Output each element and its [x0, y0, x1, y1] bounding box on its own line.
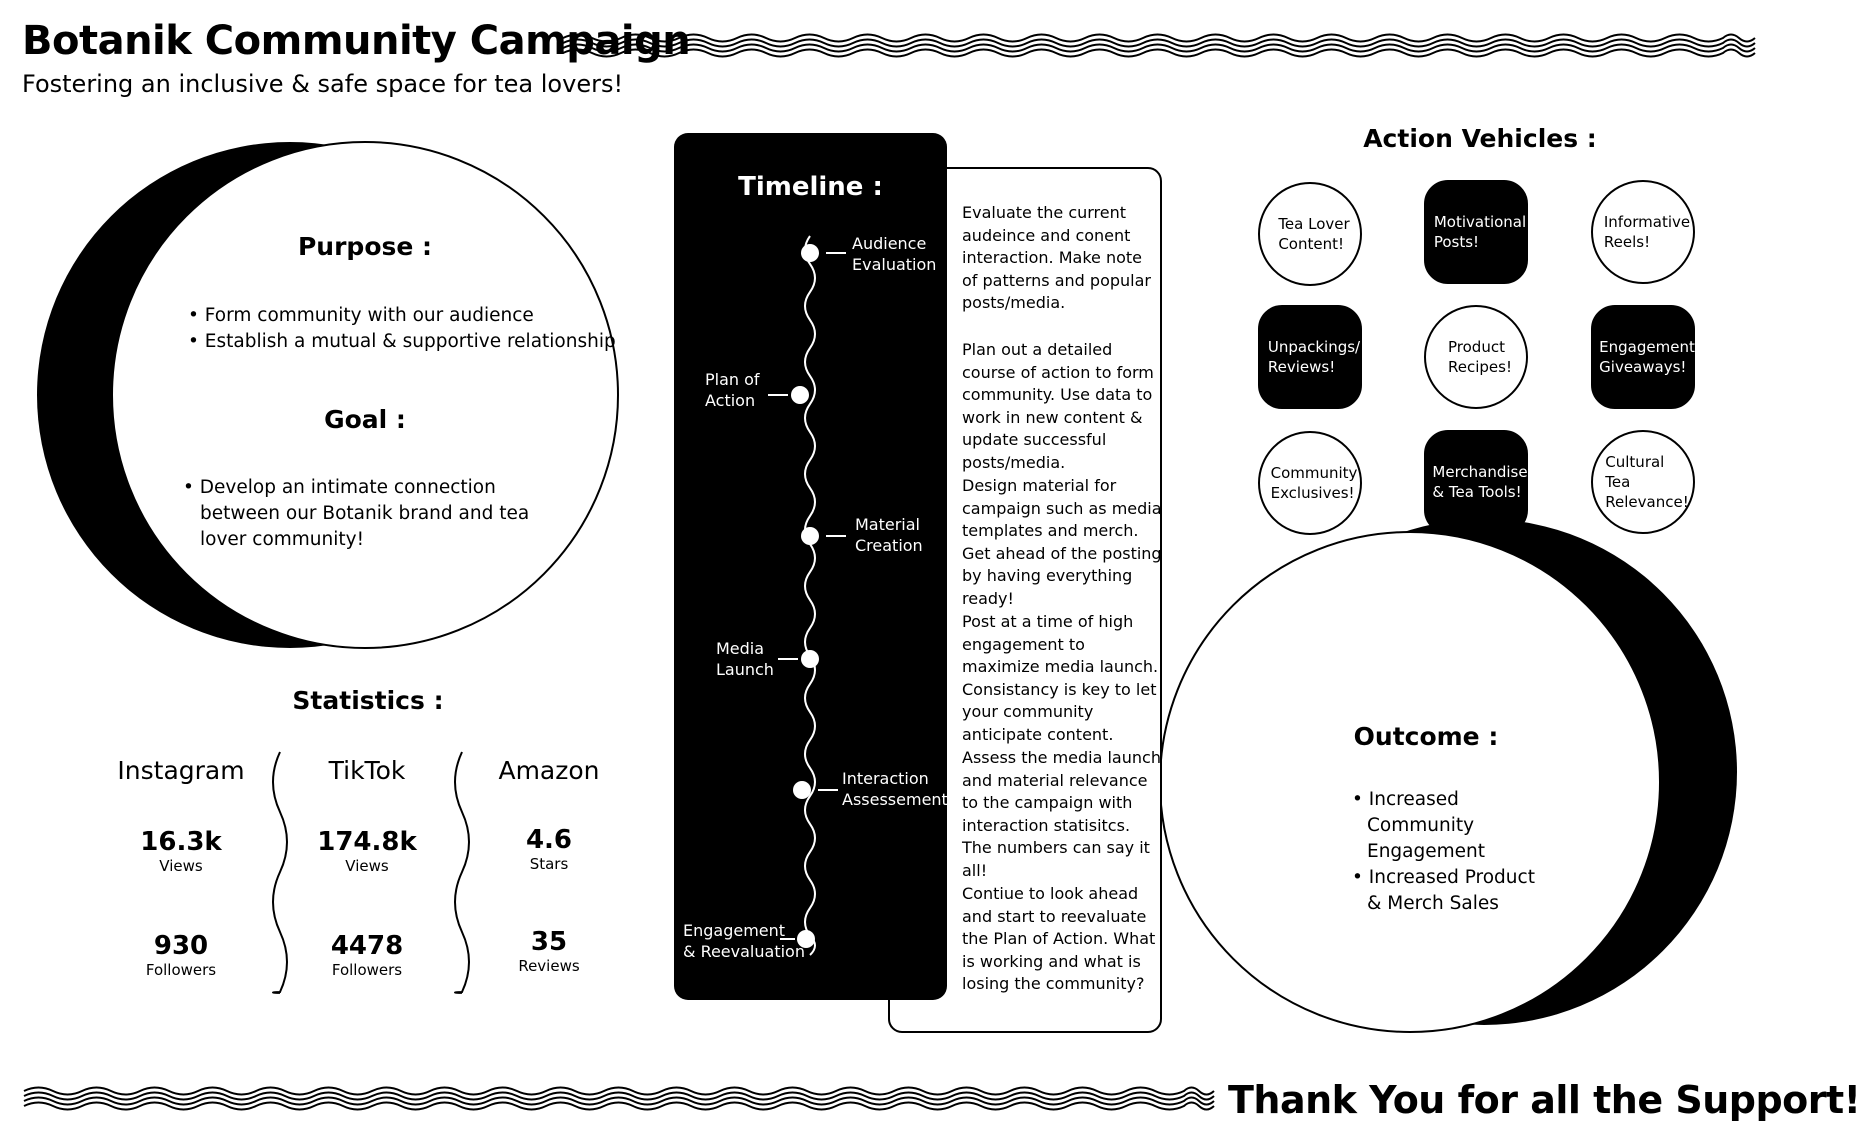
stat-label: Stars	[529, 855, 569, 873]
vehicle-motivational-posts: Motivational Posts!	[1424, 180, 1528, 284]
timeline-step-description: Design material for campaign such as media templates and merch. Get ahead of the posting by having everything ready!	[962, 476, 1162, 608]
stat-label: Reviews	[518, 957, 580, 975]
stat-label: Views	[345, 857, 389, 875]
stat-value: 4478	[330, 931, 404, 961]
vehicle-informative-reels: Informative Reels!	[1591, 180, 1695, 284]
vehicle-unpackings-reviews: Unpackings/ Reviews!	[1258, 305, 1362, 409]
outcome-heading: Outcome :	[1353, 722, 1499, 751]
statistics-heading: Statistics :	[292, 686, 444, 715]
page-title: Botanik Community Campaign	[22, 18, 691, 64]
timeline-step-label: Interaction Assessement	[842, 769, 948, 809]
timeline-step-description: Assess the media launch and material relevance to the campaign with interaction statisitcs. The numbers can say it all!	[962, 748, 1161, 880]
goal-item: • Develop an intimate connection between our Botanik brand and tea lover community!	[183, 475, 563, 553]
vehicle-tea-lover-content: Tea Lover Content!	[1258, 182, 1362, 286]
timeline-dot	[801, 527, 819, 545]
vehicle-product-recipes: Product Recipes!	[1424, 305, 1528, 409]
purpose-heading: Purpose :	[297, 232, 433, 261]
vehicle-community-exclusives: Community Exclusives!	[1258, 431, 1362, 535]
outcome-item: • Increased Product & Merch Sales	[1352, 865, 1552, 917]
goal-heading: Goal :	[324, 405, 406, 434]
timeline-step-description: Post at a time of high engagement to maximize media launch. Consistancy is key to let your community anticipate content.	[962, 612, 1159, 744]
timeline-step-label: Plan of Action	[705, 370, 760, 410]
stat-label: Views	[159, 857, 203, 875]
timeline-step-description: Contiue to look ahead and start to reevaluate the Plan of Action. What is working and what is losing the community?	[962, 884, 1156, 994]
timeline-wavy-line	[805, 236, 815, 955]
outcome-item: • Increased Community Engagement	[1352, 787, 1552, 865]
stat-value: 16.3k	[140, 827, 222, 857]
timeline-dot	[801, 244, 819, 262]
vehicle-cultural-tea-relevance: Cultural Tea Relevance!	[1591, 430, 1695, 534]
stat-value: 930	[153, 931, 209, 961]
timeline-step-label: Audience Evaluation	[852, 234, 937, 274]
timeline-step-label: Engagement & Reevaluation	[683, 921, 805, 961]
action-vehicles-heading: Action Vehicles :	[1363, 124, 1597, 153]
vehicle-engagement-giveaways: Engagement Giveaways!	[1591, 305, 1695, 409]
timeline-step-label: Material Creation	[855, 515, 923, 555]
outcome-list	[1352, 787, 1552, 917]
purpose-item: • Establish a mutual & supportive relationship	[188, 329, 616, 355]
page-subtitle: Fostering an inclusive & safe space for tea lovers!	[22, 70, 624, 98]
timeline-step-label: Media Launch	[716, 639, 774, 679]
timeline-heading: Timeline :	[738, 172, 883, 202]
thank-you-message: Thank You for all the Support!	[1228, 1078, 1861, 1122]
stat-value: 35	[530, 927, 568, 957]
timeline-dot	[791, 386, 809, 404]
vehicle-merchandise-tea-tools: Merchandise & Tea Tools!	[1424, 430, 1528, 534]
stat-label: Followers	[145, 961, 217, 979]
stat-value: 174.8k	[317, 827, 417, 857]
platform-name: Instagram	[117, 756, 245, 785]
timeline-dot	[801, 650, 819, 668]
platform-name: TikTok	[328, 756, 406, 785]
stat-label: Followers	[331, 961, 403, 979]
stat-value: 4.6	[525, 825, 573, 855]
timeline-dot	[793, 781, 811, 799]
purpose-item: • Form community with our audience	[188, 303, 616, 329]
timeline-step-description: Evaluate the current audeince and conent interaction. Make note of patterns and popular posts/media.	[962, 203, 1151, 313]
platform-name: Amazon	[498, 756, 600, 785]
timeline-step-description: Plan out a detailed course of action to form community. Use data to work in new content & update successful posts/media.	[962, 340, 1154, 472]
